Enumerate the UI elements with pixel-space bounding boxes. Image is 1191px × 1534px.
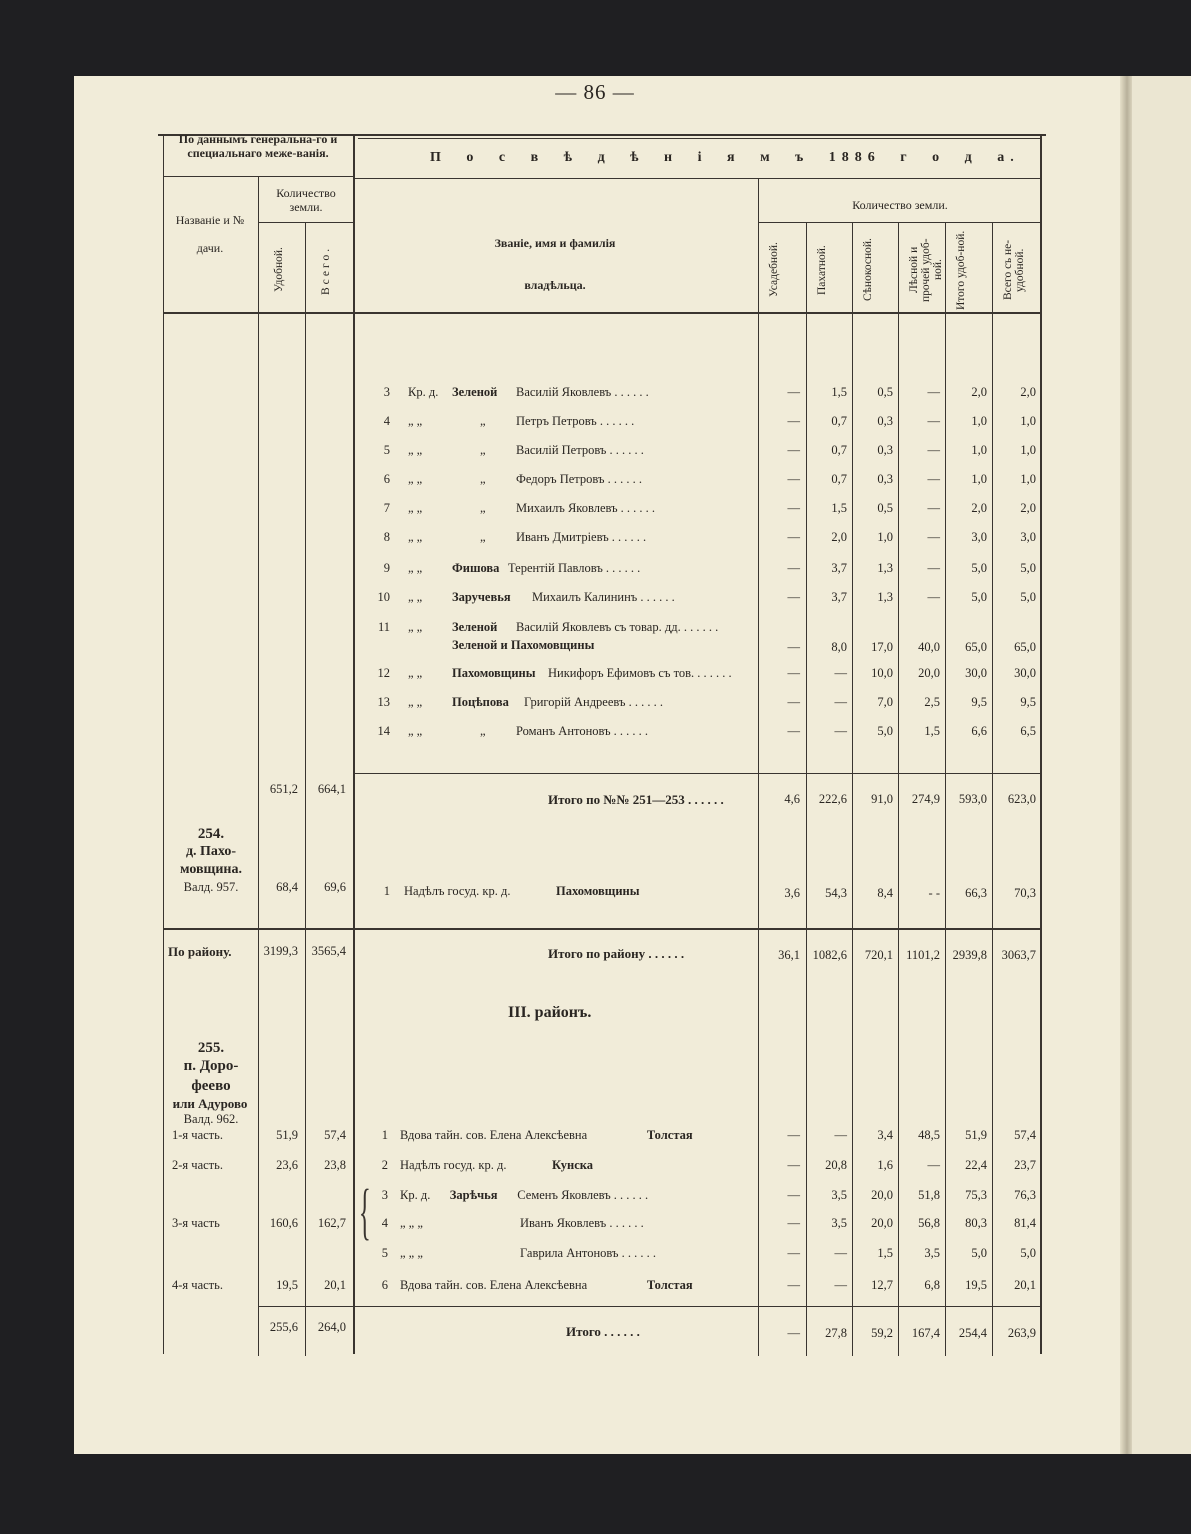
value-cell: 5,0 xyxy=(971,1246,987,1260)
value-cell: 0,5 xyxy=(877,385,893,399)
value-cell: 3,5 xyxy=(831,1216,847,1230)
value-cell: — xyxy=(787,1216,800,1230)
row-village: „ xyxy=(480,414,486,428)
rule xyxy=(163,928,1040,930)
value-cell: 2,0 xyxy=(1020,385,1036,399)
value-cell: 0,3 xyxy=(877,414,893,428)
row-prefix: „ „ xyxy=(408,620,423,634)
row-village: Толстая xyxy=(646,1278,693,1292)
value-cell: 56,8 xyxy=(918,1216,940,1230)
value-cell: 222,6 xyxy=(818,792,847,806)
row-owner-name: Иванъ Яковлевъ . . . . . . xyxy=(520,1216,644,1230)
row-owner-name: Иванъ Дмитріевъ . . . . . . xyxy=(516,530,647,544)
row-village: Зарѣчья xyxy=(449,1188,498,1202)
page-number: — 86 — xyxy=(555,80,635,104)
value-cell: 1,0 xyxy=(1020,414,1036,428)
value-cell: 65,0 xyxy=(1014,640,1036,654)
row-prefix: „ „ xyxy=(408,695,423,709)
value-cell: 254,4 xyxy=(958,1326,987,1340)
header-col-4: Итого удоб-ной. xyxy=(955,230,967,310)
value-cell: 0,7 xyxy=(831,414,847,428)
row-text: „ „ „ xyxy=(400,1216,423,1230)
row-owner-name: Василій Яковлевъ . . . . . . xyxy=(516,385,649,399)
row-owner-name: Григорій Андреевъ . . . . . . xyxy=(524,695,663,709)
value-cell: 3,0 xyxy=(971,530,987,544)
header-col-3: Лѣсной и прочей удоб-ной. xyxy=(908,238,944,302)
dacha-254-line2: мовщина. xyxy=(179,862,242,877)
value-cell: 0,7 xyxy=(831,472,847,486)
row-text: Вдова тайн. сов. Елена Алексѣевна xyxy=(400,1128,588,1142)
row-number: 3 xyxy=(383,385,390,399)
header-col-2: Сѣнокосной. xyxy=(862,238,874,302)
row-owner-name: Никифоръ Ефимовъ съ тов. . . . . . . xyxy=(548,666,732,680)
row-number: 7 xyxy=(383,501,390,515)
value-cell: — xyxy=(834,1246,847,1260)
row-prefix: „ „ xyxy=(408,590,423,604)
row-owner-name: Петръ Петровъ . . . . . . xyxy=(516,414,635,428)
row-owner-name: Михаилъ Калининъ . . . . . . xyxy=(532,590,675,604)
value-cell: — xyxy=(787,1188,800,1202)
value-cell: 65,0 xyxy=(965,640,987,654)
left-vsego: 23,8 xyxy=(324,1158,346,1172)
value-cell: — xyxy=(787,501,800,515)
row-village: Толстая xyxy=(646,1128,693,1142)
table-left-rule xyxy=(163,134,164,1354)
value-cell: 19,5 xyxy=(965,1278,987,1292)
value-cell: 3,0 xyxy=(1020,530,1036,544)
row-number: 1 xyxy=(383,884,390,898)
value-cell: 1,5 xyxy=(831,501,847,515)
left-udobnoi: 68,4 xyxy=(276,880,298,894)
left-vsego: 162,7 xyxy=(317,1216,346,1230)
row-text: „ „ „ xyxy=(400,1246,423,1260)
dacha-255-line1: п. Доро- xyxy=(183,1058,239,1074)
bracket: { xyxy=(358,1178,371,1246)
header-land-qty-left: Количество земли. xyxy=(276,186,336,214)
value-cell: 5,0 xyxy=(1020,590,1036,604)
row-number: 5 xyxy=(381,1246,388,1260)
table-mid-rule xyxy=(353,134,355,1354)
row-text: Вдова тайн. сов. Елена Алексѣевна xyxy=(400,1278,588,1292)
value-cell: — xyxy=(787,1326,800,1340)
row-village: „ xyxy=(480,724,486,738)
left-vsego: 20,1 xyxy=(324,1278,346,1292)
value-cell: 1,0 xyxy=(971,472,987,486)
row-village: „ xyxy=(480,443,486,457)
header-col-5: Всего съ не-удобной. xyxy=(1002,239,1026,301)
value-cell: 263,9 xyxy=(1007,1326,1036,1340)
left-udobnoi: 160,6 xyxy=(269,1216,298,1230)
dacha-255-sub: Валд. 962. xyxy=(183,1112,239,1126)
value-cell: 20,0 xyxy=(871,1216,893,1230)
value-cell: 75,3 xyxy=(965,1188,987,1202)
value-cell: 623,0 xyxy=(1007,792,1036,806)
row-number: 4 xyxy=(383,414,390,428)
value-cell: 80,3 xyxy=(965,1216,987,1230)
row-number: 12 xyxy=(377,666,390,680)
value-cell: — xyxy=(834,1128,847,1142)
value-cell: 40,0 xyxy=(918,640,940,654)
rule xyxy=(258,1306,1040,1307)
row-prefix: „ „ xyxy=(408,472,423,486)
value-cell: 1082,6 xyxy=(812,948,847,962)
row-number: 6 xyxy=(383,472,390,486)
value-cell: — xyxy=(787,1278,800,1292)
value-cell: 1,5 xyxy=(924,724,940,738)
value-cell: 20,1 xyxy=(1014,1278,1036,1292)
value-cell: 9,5 xyxy=(971,695,987,709)
row-village: Кунска xyxy=(552,1158,594,1172)
value-cell: — xyxy=(787,385,800,399)
value-cell: 23,7 xyxy=(1014,1158,1036,1172)
row-text: Надѣлъ госуд. кр. д. xyxy=(404,884,511,898)
value-cell: 720,1 xyxy=(864,948,893,962)
header-udobnoi: Удобной. xyxy=(273,247,285,293)
dacha-255-title: 255. xyxy=(197,1040,225,1056)
value-cell: — xyxy=(787,414,800,428)
value-cell: 1,3 xyxy=(877,561,893,575)
header-col-1: Пахатной. xyxy=(816,245,828,295)
value-cell: 167,4 xyxy=(911,1326,940,1340)
value-cell: — xyxy=(927,530,940,544)
value-cell: — xyxy=(787,695,800,709)
value-cell: 3063,7 xyxy=(1001,948,1036,962)
value-cell: 2,5 xyxy=(924,695,940,709)
value-cell: 20,0 xyxy=(871,1188,893,1202)
value-cell: 9,5 xyxy=(1020,695,1036,709)
value-cell: 0,3 xyxy=(877,443,893,457)
part-label: 4-я часть. xyxy=(172,1278,223,1292)
value-cell: — xyxy=(787,561,800,575)
left-udobnoi: 3199,3 xyxy=(263,944,298,958)
value-cell: 5,0 xyxy=(1020,1246,1036,1260)
value-cell: 5,0 xyxy=(971,561,987,575)
row-owner-name: Федоръ Петровъ . . . . . . xyxy=(516,472,642,486)
value-cell: — xyxy=(787,666,800,680)
header-bottom-rule xyxy=(163,312,1040,314)
value-cell: — xyxy=(787,1158,800,1172)
value-cell: — xyxy=(927,443,940,457)
value-cell: — xyxy=(834,1278,847,1292)
value-cell: 70,3 xyxy=(1014,886,1036,900)
value-cell: 20,8 xyxy=(825,1158,847,1172)
row-number: 10 xyxy=(377,590,390,604)
value-cell: 0,7 xyxy=(831,443,847,457)
value-cell: 81,4 xyxy=(1014,1216,1036,1230)
value-cell: — xyxy=(834,724,847,738)
row-number: 9 xyxy=(383,561,390,575)
value-cell: 3,7 xyxy=(831,590,847,604)
header-owner: Званіе, имя и фамилія владѣльца. xyxy=(494,236,616,292)
value-cell: 0,5 xyxy=(877,501,893,515)
value-cell: 30,0 xyxy=(965,666,987,680)
value-cell: 30,0 xyxy=(1014,666,1036,680)
header-vsego: Всего. xyxy=(320,245,332,295)
value-cell: 1,6 xyxy=(877,1158,893,1172)
row-village: Зеленой xyxy=(452,620,498,634)
value-cell: 2,0 xyxy=(971,501,987,515)
po-raionu-text: Итого по району . . . . . . xyxy=(548,946,685,961)
left-udobnoi: 23,6 xyxy=(276,1158,298,1172)
left-vsego: 264,0 xyxy=(317,1320,346,1334)
value-cell: — xyxy=(927,472,940,486)
value-cell: — xyxy=(787,590,800,604)
row-owner-name: Василій Петровъ . . . . . . xyxy=(516,443,644,457)
value-cell: 8,4 xyxy=(877,886,893,900)
value-cell: — xyxy=(927,1158,940,1172)
value-cell: 91,0 xyxy=(871,792,893,806)
row-owner-name: Василій Яковлевъ съ товар. дд. . . . . . . xyxy=(516,620,719,634)
row-village: Заручевья xyxy=(452,590,511,604)
value-cell: 1,0 xyxy=(971,414,987,428)
rule xyxy=(353,773,1040,774)
value-cell: — xyxy=(787,640,800,654)
value-cell: 4,6 xyxy=(784,792,800,806)
value-cell: — xyxy=(787,1246,800,1260)
value-cell: 1,0 xyxy=(877,530,893,544)
row-prefix: „ „ xyxy=(408,666,423,680)
left-udobnoi: 19,5 xyxy=(276,1278,298,1292)
value-cell: 36,1 xyxy=(778,948,800,962)
row-owner-name: Романъ Антоновъ . . . . . . xyxy=(516,724,649,738)
header-1886-data: П о с в ѣ д ѣ н і я м ъ 1886 г о д а. xyxy=(430,150,1020,165)
value-cell: — xyxy=(787,443,800,457)
value-cell: 1,5 xyxy=(877,1246,893,1260)
left-udobnoi: 51,9 xyxy=(276,1128,298,1142)
row-owner-line2: Зеленой и Пахомовщины xyxy=(452,638,595,652)
row-village: Пахомовщины xyxy=(452,666,536,680)
value-cell: 2,0 xyxy=(1020,501,1036,515)
part-label: 1-я часть. xyxy=(172,1128,223,1142)
row-owner-name: Гаврила Антоновъ . . . . . . xyxy=(520,1246,656,1260)
value-cell: 593,0 xyxy=(958,792,987,806)
row-number: 2 xyxy=(381,1158,388,1172)
row-text: Кр. д. xyxy=(400,1188,431,1202)
value-cell: 7,0 xyxy=(877,695,893,709)
dacha-255-line2: феево xyxy=(191,1078,231,1094)
value-cell: 54,3 xyxy=(825,886,847,900)
value-cell: 12,7 xyxy=(871,1278,893,1292)
row-number: 13 xyxy=(377,695,390,709)
value-cell: 0,3 xyxy=(877,472,893,486)
value-cell: 20,0 xyxy=(918,666,940,680)
value-cell: — xyxy=(927,414,940,428)
dacha-255-line3: или Адурово xyxy=(172,1096,248,1111)
po-raionu-label: По району. xyxy=(168,944,232,959)
header-land-qty-right: Количество земли. xyxy=(852,198,948,212)
value-cell: 1,0 xyxy=(971,443,987,457)
left-vsego: 57,4 xyxy=(324,1128,346,1142)
left-udobnoi: 651,2 xyxy=(269,782,298,796)
value-cell: 2,0 xyxy=(831,530,847,544)
row-village: „ xyxy=(480,501,486,515)
value-cell: 27,8 xyxy=(825,1326,847,1340)
dacha-254-title: 254. xyxy=(197,826,225,842)
value-cell: 8,0 xyxy=(831,640,847,654)
row-village: Зеленой xyxy=(452,385,498,399)
value-cell: — xyxy=(787,530,800,544)
row-number: 6 xyxy=(381,1278,388,1292)
value-cell: 57,4 xyxy=(1014,1128,1036,1142)
rule xyxy=(355,178,1040,179)
left-vsego: 69,6 xyxy=(324,880,346,894)
value-cell: 10,0 xyxy=(871,666,893,680)
value-cell: 2939,8 xyxy=(952,948,987,962)
value-cell: 66,3 xyxy=(965,886,987,900)
value-cell: 274,9 xyxy=(911,792,940,806)
rule xyxy=(258,222,353,223)
value-cell: 5,0 xyxy=(971,590,987,604)
part-label: 2-я часть. xyxy=(172,1158,223,1172)
value-cell: 3,6 xyxy=(784,886,800,900)
left-vsego: 664,1 xyxy=(317,782,346,796)
value-cell: 6,6 xyxy=(971,724,987,738)
value-cell: — xyxy=(927,385,940,399)
row-prefix: „ „ xyxy=(408,414,423,428)
part-label: 3-я часть xyxy=(172,1216,220,1230)
header-col-0: Усадебной. xyxy=(768,242,780,298)
col-rule-udobnoi xyxy=(258,176,259,1356)
row-prefix: „ „ xyxy=(408,561,423,575)
row-prefix: „ „ xyxy=(408,530,423,544)
row-number: 4 xyxy=(381,1216,388,1230)
header-general-survey: По даннымъ генеральна-го и специальнаго меже-ванія. xyxy=(178,132,338,160)
value-cell: 22,4 xyxy=(965,1158,987,1172)
value-cell: 1,0 xyxy=(1020,472,1036,486)
row-number: 8 xyxy=(383,530,390,544)
dacha-254-line1: д. Пахо- xyxy=(185,844,237,859)
value-cell: 5,0 xyxy=(1020,561,1036,575)
row-prefix: „ „ xyxy=(408,443,423,457)
row-owner-name: Семенъ Яковлевъ . . . . . . xyxy=(517,1188,649,1202)
left-vsego: 3565,4 xyxy=(311,944,346,958)
value-cell: 48,5 xyxy=(918,1128,940,1142)
value-cell: 5,0 xyxy=(877,724,893,738)
rule xyxy=(163,176,353,177)
value-cell: — xyxy=(787,1128,800,1142)
table-right-rule xyxy=(1040,134,1042,1354)
row-number: 11 xyxy=(377,620,390,634)
value-cell: 1,3 xyxy=(877,590,893,604)
table-top-rule-2 xyxy=(358,138,1042,139)
row-village: „ xyxy=(480,472,486,486)
value-cell: 3,4 xyxy=(877,1128,893,1142)
row-village: Фишова xyxy=(452,561,500,575)
row-owner-name: Терентій Павловъ . . . . . . xyxy=(508,561,641,575)
col-rule xyxy=(758,178,759,1356)
row-village: Пахомовщины xyxy=(556,884,640,898)
row-number: 3 xyxy=(381,1188,388,1202)
value-cell: 51,8 xyxy=(918,1188,940,1202)
value-cell: — xyxy=(834,666,847,680)
value-cell: — xyxy=(927,501,940,515)
value-cell: — xyxy=(927,561,940,575)
value-cell: — xyxy=(927,590,940,604)
value-cell: 1101,2 xyxy=(906,948,940,962)
value-cell: 76,3 xyxy=(1014,1188,1036,1202)
row-prefix: Кр. д. xyxy=(408,385,439,399)
row-prefix: „ „ xyxy=(408,724,423,738)
row-owner-name: Михаилъ Яковлевъ . . . . . . xyxy=(516,501,656,515)
value-cell: 51,9 xyxy=(965,1128,987,1142)
total-label: Итого . . . . . . xyxy=(566,1324,640,1339)
value-cell: 1,5 xyxy=(831,385,847,399)
value-cell: 3,7 xyxy=(831,561,847,575)
left-udobnoi: 255,6 xyxy=(269,1320,298,1334)
value-cell: 1,0 xyxy=(1020,443,1036,457)
header-dacha-name: Названіе и № дачи. xyxy=(175,213,245,255)
section-title: III. районъ. xyxy=(508,1004,592,1021)
value-cell: 3,5 xyxy=(831,1188,847,1202)
row-text: Надѣлъ госуд. кр. д. xyxy=(400,1158,507,1172)
value-cell: — xyxy=(787,724,800,738)
col-rule-vsego xyxy=(305,222,306,1356)
value-cell: - - xyxy=(928,886,940,900)
value-cell: 59,2 xyxy=(871,1326,893,1340)
row-village: Поцѣпова xyxy=(452,695,509,709)
value-cell: 3,5 xyxy=(924,1246,940,1260)
value-cell: 6,5 xyxy=(1020,724,1036,738)
facing-page-edge xyxy=(1132,76,1191,1454)
value-cell: 2,0 xyxy=(971,385,987,399)
value-cell: — xyxy=(787,472,800,486)
row-number: 5 xyxy=(383,443,390,457)
value-cell: — xyxy=(834,695,847,709)
value-cell: 6,8 xyxy=(924,1278,940,1292)
value-cell: 17,0 xyxy=(871,640,893,654)
row-number: 1 xyxy=(381,1128,388,1142)
rule xyxy=(758,222,1040,223)
row-number: 14 xyxy=(377,724,390,738)
dacha-254-sub: Валд. 957. xyxy=(183,880,239,894)
row-village: „ xyxy=(480,530,486,544)
row-prefix: „ „ xyxy=(408,501,423,515)
total-label: Итого по №№ 251—253 . . . . . . xyxy=(548,792,724,807)
